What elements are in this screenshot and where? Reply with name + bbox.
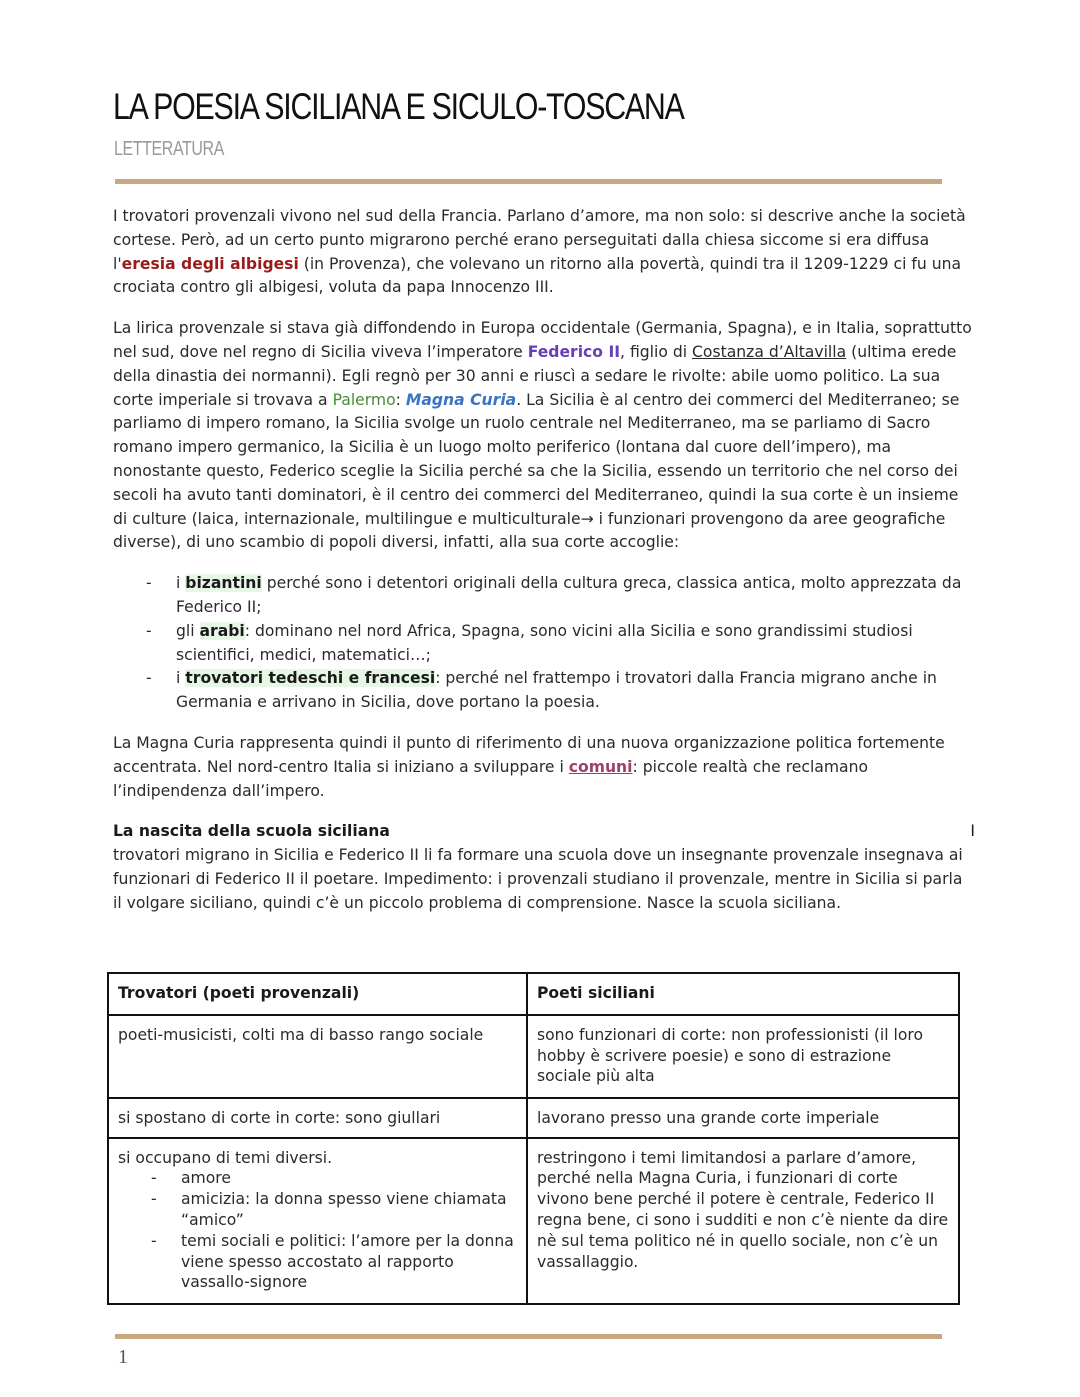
- list-item: - i bizantini perché sono i detentori originali della cultura greca, classica antica, molto apprezzata da Federico II;: [113, 572, 975, 620]
- list-item: - temi sociali e politici: l’amore per la donna viene spesso accostato al rapporto vassallo-signore: [118, 1231, 518, 1293]
- highlight-federico: Federico II: [527, 342, 621, 361]
- list-item: - amicizia: la donna spesso viene chiamata “amico”: [118, 1189, 518, 1231]
- page-subtitle: LETTERATURA: [114, 138, 224, 160]
- highlight-palermo: Palermo: [332, 390, 396, 409]
- section-heading: La nascita della scuola siciliana I: [113, 820, 975, 844]
- underline-costanza: Costanza d’Altavilla: [692, 342, 847, 361]
- table-row: poeti-musicisti, colti ma di basso rango sociale sono funzionari di corte: non professionisti (il loro hobby è scrivere poesie) e sono di estrazione sociale più alta: [108, 1015, 959, 1098]
- stray-character: I: [970, 822, 975, 841]
- header-poeti-siciliani: Poeti siciliani: [527, 973, 959, 1015]
- link-comuni[interactable]: comuni: [568, 757, 633, 776]
- page-title: LA POESIA SICILIANA E SICULO-TOSCANA: [113, 86, 684, 127]
- page-number: 1: [118, 1346, 128, 1368]
- highlight-eresia: eresia degli albigesi: [121, 254, 299, 273]
- footer-divider: [115, 1334, 942, 1339]
- list-item: - amore: [118, 1168, 518, 1189]
- paragraph-magna-curia: La Magna Curia rappresenta quindi il punto di riferimento di una nuova organizzazione politica fortemente accentrata. Nel nord-centro Italia si iniziano a sviluppare i comuni: piccole realtà che reclamano l’indipendenza dall’impero.: [113, 733, 945, 800]
- culture-list: [113, 572, 975, 715]
- document-body: [113, 205, 975, 916]
- comparison-table: [107, 972, 960, 1305]
- highlight-magna-curia: Magna Curia: [405, 390, 517, 409]
- section-scuola-siciliana: [113, 820, 975, 915]
- table-row: si occupano di temi diversi. - amore - amicizia: la donna spesso viene chiamata “amico” - temi sociali e politici: l’amore per la donna viene spesso accostato al rapporto vassallo-signore restringono i temi limitandosi a parlare d’amore, perché nella Magna Curia, i funzionari di corte vivono bene perché il potere è centrale, Federico II regna bene, ci sono i sudditi e non c’è niente da dire nè sul tema politico né in quello sociale, non c’è un vassallaggio.: [108, 1138, 959, 1304]
- header-trovatori: Trovatori (poeti provenzali): [108, 973, 527, 1015]
- header-divider: [115, 179, 942, 184]
- paragraph-trovatori: I trovatori provenzali vivono nel sud della Francia. Parlano d’amore, ma non solo: si descrive anche la società cortese. Però, ad un certo punto migrarono perché erano perseguitati dalla chiesa siccome si era diffusa l'eresia degli albigesi (in Provenza), che volevano un ritorno alla povertà, quindi tra il 1209-1229 ci fu una crociata contro gli albigesi, voluta da papa Innocenzo III.: [113, 207, 966, 297]
- list-item: - i trovatori tedeschi e francesi: perché nel frattempo i trovatori dalla Francia migrano anche in Germania e arrivano in Sicilia, dove portano la poesia.: [113, 667, 975, 715]
- list-item: - gli arabi: dominano nel nord Africa, Spagna, sono vicini alla Sicilia e sono grandissimi studiosi scientifici, medici, matematici…;: [113, 620, 975, 668]
- paragraph-lirica: La lirica provenzale si stava già diffondendo in Europa occidentale (Germania, Spagna), e in Italia, soprattutto nel sud, dove nel regno di Sicilia viveva l’imperatore Federico II, figlio di Costanza d’Altavilla (ultima erede della dinastia dei normanni). Egli regnò per 30 anni e riuscì a sedare le rivolte: abile uomo politico. La sua corte imperiale si trovava a Palermo: Magna Curia. La Sicilia è al centro dei commerci del Mediterraneo; se parliamo di impero romano, la Sicilia svolge un ruolo centrale nel Mediterraneo, ma se parliamo di Sacro romano impero germanico, la Sicilia è un luogo molto periferico (lontana dal cuore dell’impero), ma nonostante questo, Federico sceglie la Sicilia perché sa che la Sicilia, essendo un territorio che nel corso dei secoli ha avuto tanti dominatori, è il centro dei commerci del Mediterraneo, quindi la sua corte è un insieme di culture (laica, internazionale, multilingue e multiculturale→ i funzionari provengono da aree geografiche diverse), di uno scambio di popoli diversi, infatti, alla sua corte accoglie:: [113, 319, 972, 552]
- themes-list: [118, 1168, 518, 1293]
- table-header-row: [108, 973, 959, 1015]
- table-row: si spostano di corte in corte: sono giullari lavorano presso una grande corte imperiale: [108, 1098, 959, 1138]
- section-text: trovatori migrano in Sicilia e Federico II li fa formare una scuola dove un insegnante provenzale insegnava ai funzionari di Federico II il poetare. Impedimento: i provenzali studiano il provenzale, mentre in Sicilia si parla il volgare siciliano, quindi c’è un piccolo problema di comprensione. Nasce la scuola siciliana.: [113, 846, 963, 912]
